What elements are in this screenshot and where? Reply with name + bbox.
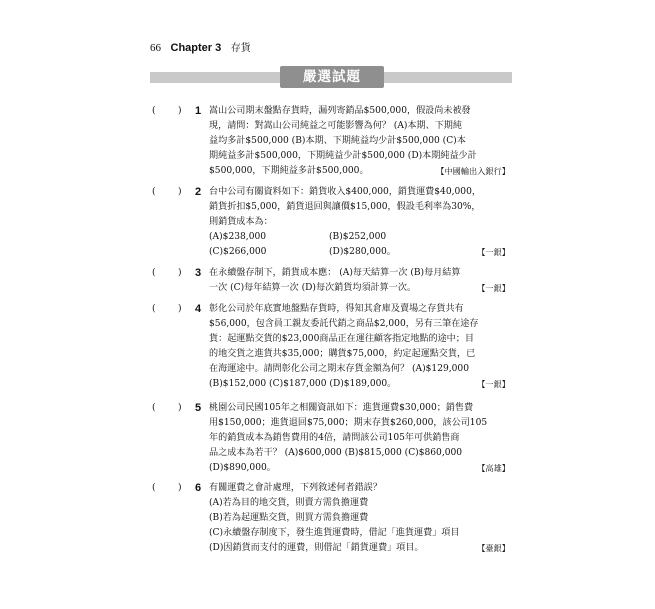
section-banner: [150, 66, 512, 88]
question-6: ( ) 6 有關運費之會計處理，下列敘述何者錯誤？ (A)若為目的地交貨，則賣方需負擔運費 (B)若為起運點交貨，則買方需負擔運費 (C)永續盤存制度下，發生進貨運費時，借記「進貨運費」項目 (D)因銷貨而支付的運費，則借記「銷貨運費」項目。 【臺銀】: [150, 481, 510, 556]
option-a: (A)$238,000: [209, 232, 267, 242]
source-tag: 【臺銀】: [477, 543, 510, 553]
section-label: 存貨: [230, 43, 251, 54]
question-text: 彰化公司於年底實地盤點存貨時，得知其倉庫及賣場之存貨共有 $56,000，包含員工親友委託代銷之商品$2,000，另有三筆在途存 貨：起運點交貨的$23,000商品正在運往顧客指定地點的途中；目 的地交貨之進貨共$35,000；購貨$75,000，約定起運點交貨，已 在海運途中。請問彰化公司之期末存貨金額為何？ (A)$129,000 (B)$152,000 (C)$187,000 (D)$189,000。 【一銀】: [209, 302, 510, 392]
question-2: ( ) 2 台中公司有關資料如下：銷貨收入$400,000，銷貨運費$40,000， 銷貨折扣$5,000，銷貨退回與讓價$15,000，假設毛利率為30%， 則銷貨成本為： (A)$238,000 (B)$252,000 (C)$266,000 (D)$280,000。 【一銀】: [150, 185, 510, 260]
source-tag: 【高雄】: [477, 463, 510, 473]
question-number: 3: [195, 267, 202, 279]
question-number: 4: [195, 303, 202, 315]
question-5: ( ) 5 桃園公司民國105年之相關資訊如下：進貨運費$30,000；銷售費 用$150,000；進貨退回$75,000；期末存貨$260,000，該公司105 年的銷貨成本為銷售費用的4倍，請問該公司105年可供銷售商 品之成本為若干？ (A)$600,000 (B)$815,000 (C)$860,000 (D)$890,000。 【高雄】: [150, 401, 510, 476]
question-number: 5: [195, 402, 202, 414]
source-tag: 【中國輸出入銀行】: [436, 166, 510, 176]
option-c: (C)$266,000: [209, 247, 267, 257]
question-text: 嵩山公司期末盤點存貨時，漏列寄銷品$500,000，假設尚未被發 現，請問：對嵩山公司純益之可能影響為何？ (A)本期、下期純 益均多計$500,000 (B)本期、下期純益均少計$500,000 (C)本 期純益多計$500,000，下期純益少計$500,000 (D)本期純益少計 $500,000，下期純益多計$500,000。 【中國輸出入銀行】: [209, 104, 510, 179]
question-number: 2: [195, 186, 202, 198]
source-tag: 【一銀】: [477, 247, 510, 257]
source-tag: 【一銀】: [477, 379, 510, 389]
question-text: 有關運費之會計處理，下列敘述何者錯誤？ (A)若為目的地交貨，則賣方需負擔運費 (B)若為起運點交貨，則買方需負擔運費 (C)永續盤存制度下，發生進貨運費時，借記「進貨運費」項目 (D)因銷貨而支付的運費，則借記「銷貨運費」項目。 【臺銀】: [209, 481, 510, 556]
question-1: ( ) 1 嵩山公司期末盤點存貨時，漏列寄銷品$500,000，假設尚未被發 現，請問：對嵩山公司純益之可能影響為何？ (A)本期、下期純 益均多計$500,000 (B)本期、下期純益均少計$500,000 (C)本 期純益多計$500,000，下期純益少計$500,000 (D)本期純益少計 $500,000，下期純益多計$500,000。 【中國輸出入銀行】: [150, 104, 510, 179]
question-text: 桃園公司民國105年之相關資訊如下：進貨運費$30,000；銷售費 用$150,000；進貨退回$75,000；期末存貨$260,000，該公司105 年的銷貨成本為銷售費用的4倍，請問該公司105年可供銷售商 品之成本為若干？ (A)$600,000 (B)$815,000 (C)$860,000 (D)$890,000。 【高雄】: [209, 401, 510, 476]
chapter-label: Chapter 3: [170, 42, 222, 54]
question-3: ( ) 3 在永續盤存制下，銷貨成本應： (A)每天結算一次 (B)每月結算 一次 (C)每年結算一次 (D)每次銷貨均須計算一次。 【一銀】: [150, 266, 510, 296]
question-text: 台中公司有關資料如下：銷貨收入$400,000，銷貨運費$40,000， 銷貨折扣$5,000，銷貨退回與讓價$15,000，假設毛利率為30%， 則銷貨成本為： (A)$238,000 (B)$252,000 (C)$266,000 (D)$280,000。 【一銀】: [209, 185, 510, 260]
question-text: 在永續盤存制下，銷貨成本應： (A)每天結算一次 (B)每月結算 一次 (C)每年結算一次 (D)每次銷貨均須計算一次。 【一銀】: [209, 266, 510, 296]
page-header: [150, 39, 251, 54]
question-number: 6: [195, 482, 202, 494]
question-4: ( ) 4 彰化公司於年底實地盤點存貨時，得知其倉庫及賣場之存貨共有 $56,000，包含員工親友委託代銷之商品$2,000，另有三筆在途存 貨：起運點交貨的$23,000商品正在運往顧客指定地點的途中；目 的地交貨之進貨共$35,000；購貨$75,000，約定起運點交貨，已 在海運途中。請問彰化公司之期末存貨金額為何？ (A)$129,000 (B)$152,000 (C)$187,000 (D)$189,000。 【一銀】: [150, 302, 510, 392]
options-grid: [209, 230, 510, 245]
page-number: 66: [150, 42, 161, 54]
question-number: 1: [195, 105, 202, 117]
source-tag: 【一銀】: [477, 283, 510, 293]
banner-title: 嚴選試題: [280, 66, 384, 88]
option-b: (B)$252,000: [329, 232, 387, 242]
option-d: (D)$280,000。: [329, 247, 396, 257]
